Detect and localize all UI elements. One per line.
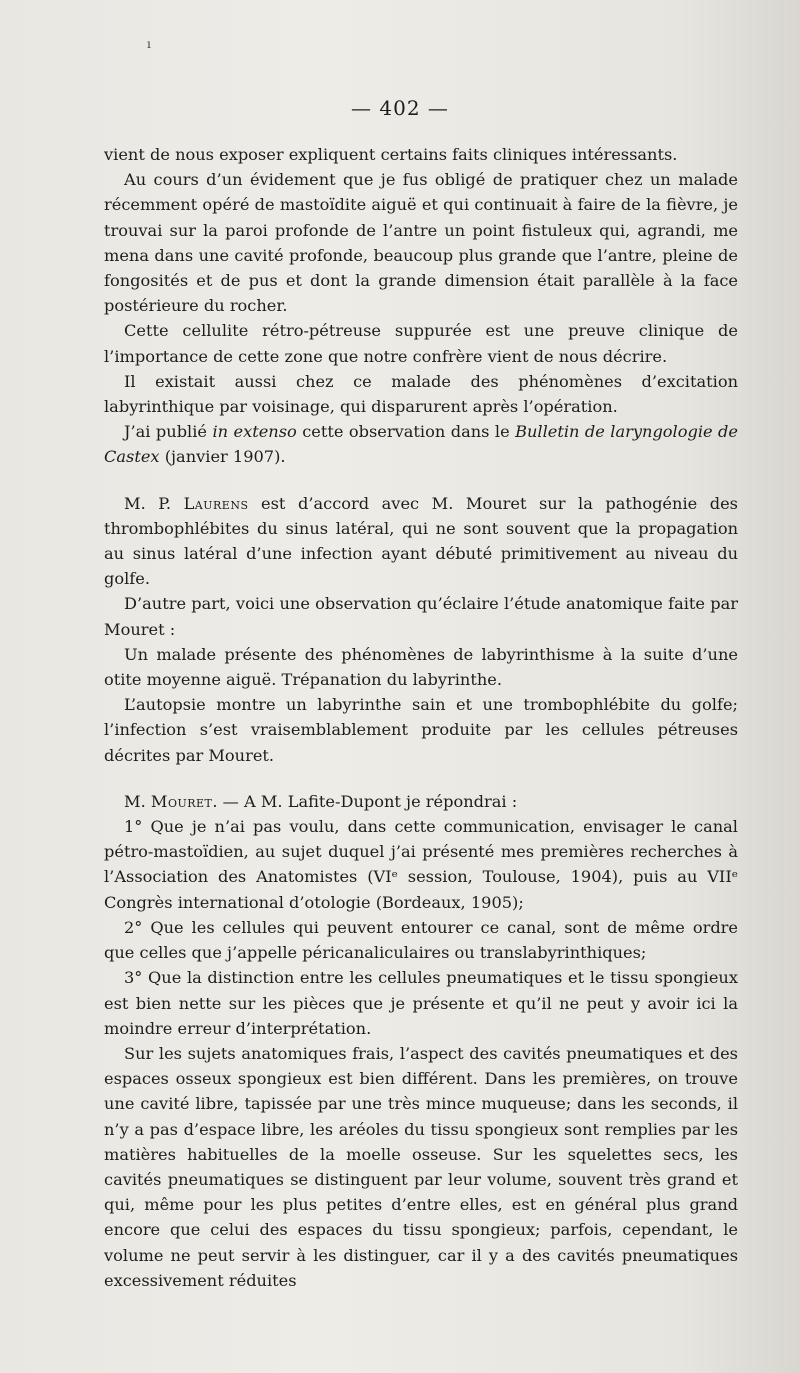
paragraph: Il existait aussi chez ce malade des phénomènes d’excitation labyrinthique par voisinage, qui disparurent après l’opération. xyxy=(104,371,738,417)
text-run: (janvier 1907). xyxy=(159,447,286,467)
text-run: est d’accord avec M. Mouret sur la pathogénie des thrombophlébites du sinus latéral, qui ne sont souvent que la propagation au sinus latéral d’une infection ayant débuté primitivement au niveau du golfe. xyxy=(104,493,738,589)
margin-mark: ı xyxy=(147,37,151,51)
speaker-prefix: M. xyxy=(124,791,151,811)
speaker-prefix: M. P. xyxy=(124,493,184,513)
italic-run: in extenso xyxy=(212,422,297,442)
text-run: cette observation dans le xyxy=(296,422,516,442)
body-text xyxy=(104,142,738,1293)
page-number: — 402 — xyxy=(351,96,449,120)
paragraph: vient de nous exposer expliquent certains faits cliniques intéressants. xyxy=(104,145,678,164)
paragraph xyxy=(104,419,738,469)
paragraph xyxy=(104,789,738,814)
paragraph: 1° Que je n’ai pas voulu, dans cette communication, envisager le canal pétro-mastoïdien, au sujet duquel j’ai présenté mes premières recherches à l’Association des Anatomistes (VIᵉ session, Toulouse, 1904), puis au VIIᵉ Congrès international d’otologie (Bordeaux, 1905); xyxy=(104,817,738,912)
speaker-name: Mouret xyxy=(150,791,213,811)
paragraph: 3° Que la distinction entre les cellules pneumatiques et le tissu spongieux est bien nette sur les pièces que je présente et qu’il ne peut y avoir ici la moindre erreur d’interprétation. xyxy=(104,968,738,1038)
paragraph: Au cours d’un évidement que je fus obligé de pratiquer chez un malade récemment opéré de mastoïdite aiguë et qui continuait à faire de la fièvre, je trouvai sur la paroi profonde de l’antre un point fistuleux qui, agrandi, me mena dans une cavité profonde, beaucoup plus grande que l’antre, pleine de fongosités et de pus et dont la grande dimension était parallèle à la face postérieure du rocher. xyxy=(104,170,738,316)
paragraph: Sur les sujets anatomiques frais, l’aspect des cavités pneumatiques et des espaces osseux spongieux est bien différent. Dans les premières, on trouve une cavité libre, tapissée par une très mince muqueuse; dans les seconds, il n’y a pas d’espace libre, les aréoles du tissu spongieux sont remplies par les matières habituelles de la moelle osseuse. Sur les squelettes secs, les cavités pneumatiques se distinguent par leur volume, souvent très grand et qui, même pour les plus petites d’entre elles, est en général plus grand encore que celui des espaces du tissu spongieux; parfois, cependant, le volume ne peut servir à les distinguer, car il y a des cavités pneumatiques excessivement réduites xyxy=(104,1043,738,1290)
paragraph: Cette cellulite rétro-pétreuse suppurée est une preuve clinique de l’importance de cette zone que notre confrère vient de nous décrire. xyxy=(104,321,738,366)
paragraph: D’autre part, voici une observation qu’éclaire l’étude anatomique faite par Mouret : xyxy=(104,594,738,639)
journal-title: Bulletin de laryngologie de Castex xyxy=(104,422,738,467)
speaker-name: Laurens xyxy=(183,493,249,513)
paragraph: L’autopsie montre un labyrinthe sain et une trombophlébite du golfe; l’infection s’est vraisemblablement produite par les cellules pétreuses décrites par Mouret. xyxy=(104,695,738,765)
text-run: J’ai publié xyxy=(124,422,213,442)
paragraph: 2° Que les cellules qui peuvent entourer ce canal, sont de même ordre que celles que j’appelle péricanaliculaires ou translabyrinthiques; xyxy=(104,917,738,963)
text-run: . — A M. Lafite-Dupont je répondrai : xyxy=(212,791,518,811)
paragraph xyxy=(104,491,738,592)
paragraph: Un malade présente des phénomènes de labyrinthisme à la suite d’une otite moyenne aiguë. Trépanation du labyrinthe. xyxy=(104,644,738,690)
